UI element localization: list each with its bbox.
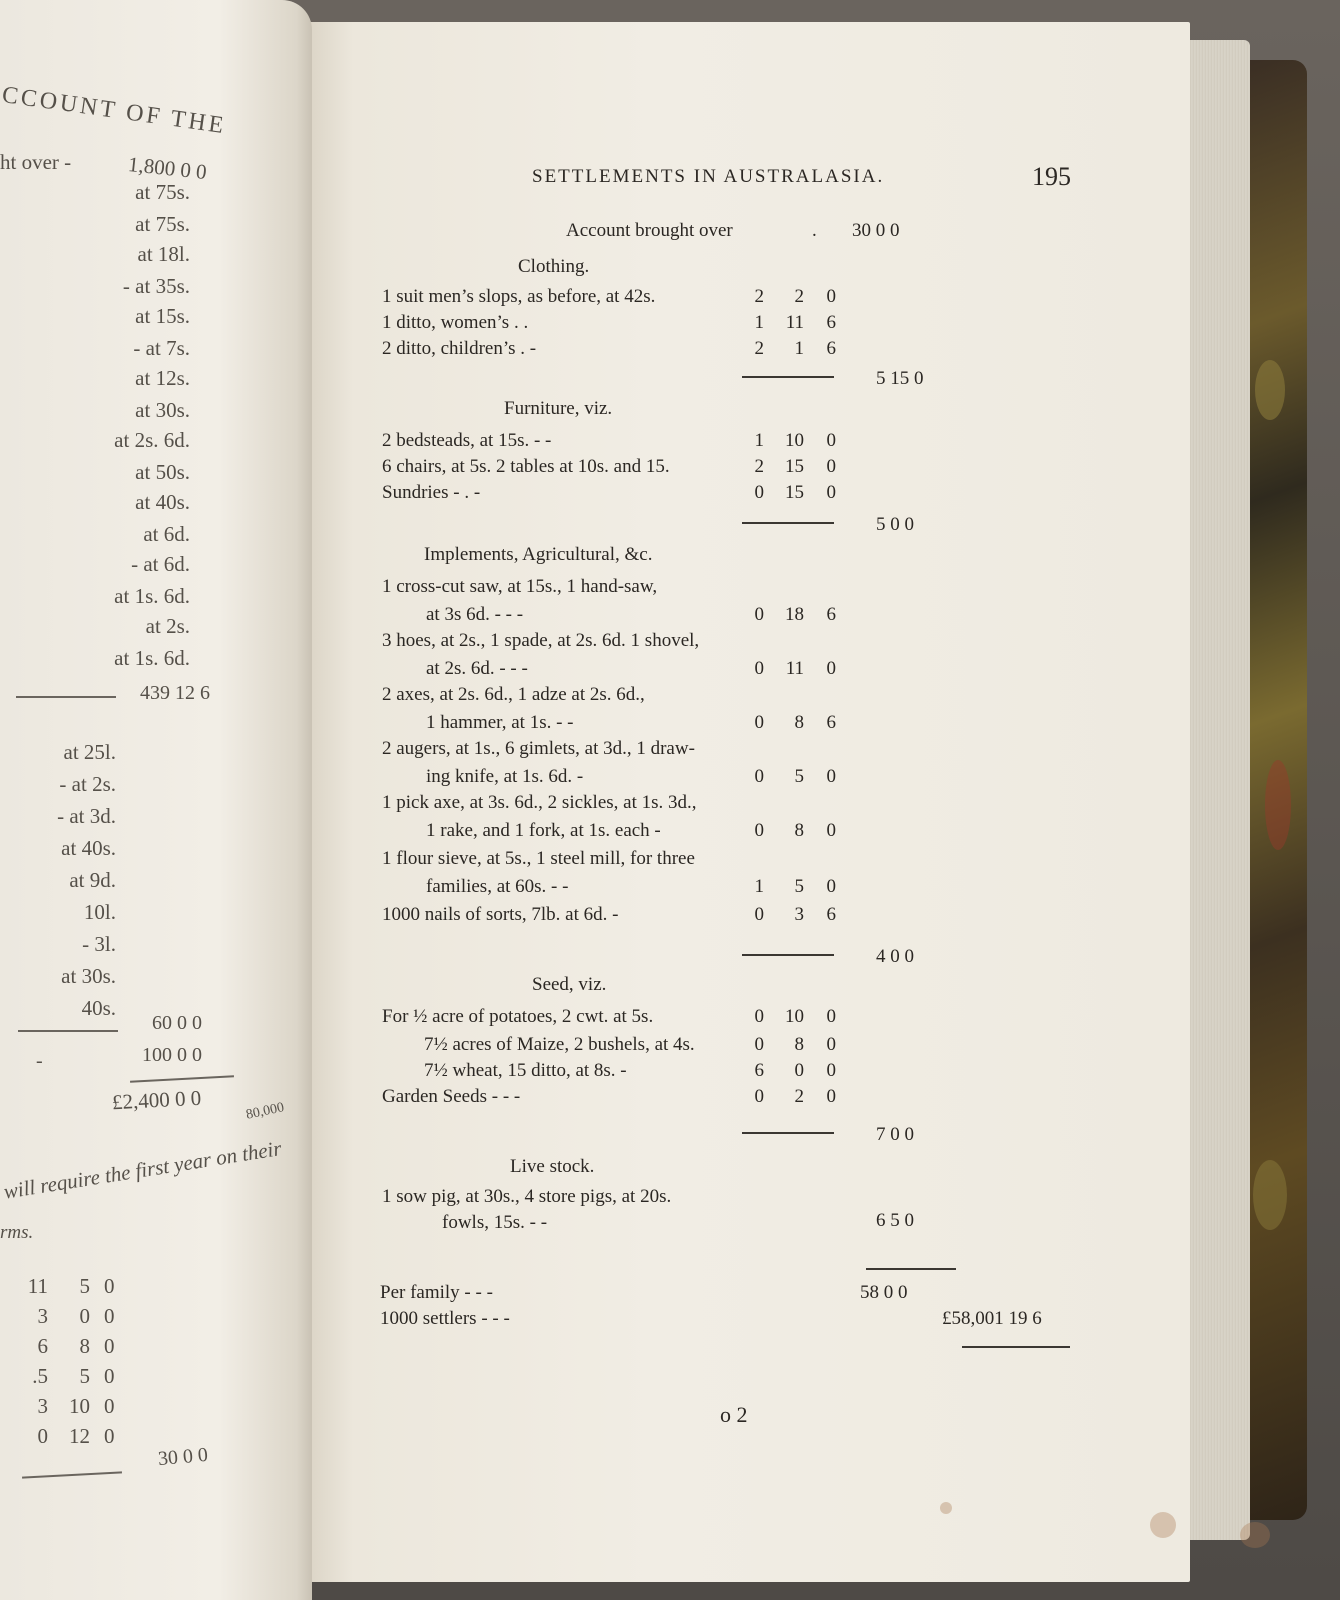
pounds-value: 0 <box>754 604 764 625</box>
pounds-value: 0 <box>754 482 764 503</box>
item-line: 6 chairs, at 5s. 2 tables at 10s. and 15. <box>382 456 670 477</box>
book-cover <box>1245 60 1307 1520</box>
pence-value: 6 <box>826 312 836 333</box>
left-row-c: 0 <box>104 1334 115 1358</box>
item-line: Sundries - . - <box>382 482 481 503</box>
left-rule <box>22 1471 122 1478</box>
item-line: 2 bedsteads, at 15s. - - <box>382 430 552 451</box>
left-rule <box>16 696 116 698</box>
subtotal-rule <box>742 376 834 378</box>
section-title: Seed, viz. <box>532 974 607 995</box>
pounds-value: 0 <box>754 820 764 841</box>
item-line: 2 axes, at 2s. 6d., 1 adze at 2s. 6d., <box>382 684 645 705</box>
shillings-value: 18 <box>785 604 804 625</box>
shillings-value: 1 <box>794 338 804 359</box>
section-total: 6 5 0 <box>876 1210 914 1231</box>
shillings-value: 15 <box>785 456 804 477</box>
left-line: at 30s. <box>61 964 116 988</box>
pounds-value: 1 <box>754 876 764 897</box>
section-total: 4 0 0 <box>876 946 914 967</box>
left-row-b: 5 <box>79 1274 90 1298</box>
pence-value: 0 <box>826 456 836 477</box>
left-line: - at 2s. <box>59 772 116 796</box>
section-title: Implements, Agricultural, &c. <box>424 544 653 565</box>
left-line: at 2s. <box>145 614 190 638</box>
shillings-value: 11 <box>785 312 804 333</box>
left-row-a: 6 <box>37 1334 48 1358</box>
pounds-value: 0 <box>754 766 764 787</box>
signature-mark: o 2 <box>720 1402 748 1427</box>
left-line: at 40s. <box>135 490 190 514</box>
foxing-stain <box>1150 1512 1176 1538</box>
left-line: at 1s. 6d. <box>114 646 190 670</box>
item-line: 2 ditto, children’s . - <box>382 338 537 359</box>
pounds-value: 0 <box>754 1034 764 1055</box>
left-row-b: 5 <box>79 1364 90 1388</box>
left-row-b: 12 <box>69 1424 90 1448</box>
shillings-value: 11 <box>785 658 804 679</box>
foxing-stain <box>940 1502 952 1514</box>
shillings-value: 3 <box>794 904 804 925</box>
pence-value: 0 <box>826 1034 836 1055</box>
item-line: 1 sow pig, at 30s., 4 store pigs, at 20s. <box>382 1186 672 1207</box>
left-side-note: 80,000 <box>244 1100 286 1123</box>
brought-over-amount: 30 0 0 <box>852 220 900 241</box>
left-rule <box>130 1075 234 1082</box>
shillings-value: 0 <box>794 1060 804 1081</box>
shillings-value: 8 <box>794 712 804 733</box>
page-edges <box>1180 40 1250 1540</box>
left-line: at 18l. <box>137 242 190 266</box>
brought-over-dot: . <box>812 220 817 241</box>
per-family-label: Per family - - - <box>380 1282 493 1303</box>
left-row-a: 3 <box>37 1304 48 1328</box>
left-row-c: 0 <box>104 1274 115 1298</box>
subtotal-rule <box>742 522 834 524</box>
left-line: - at 6d. <box>131 552 190 576</box>
pence-value: 6 <box>826 604 836 625</box>
left-amount-30: 30 0 0 <box>157 1443 209 1471</box>
left-line: at 1s. 6d. <box>114 584 190 608</box>
item-line: 7½ acres of Maize, 2 bushels, at 4s. <box>424 1034 695 1055</box>
left-italic-line: will require the first year on their <box>2 1136 284 1204</box>
left-page <box>0 0 312 1600</box>
left-line: - at 3d. <box>57 804 116 828</box>
shillings-value: 10 <box>785 1006 804 1027</box>
item-line: 1 suit men’s slops, as before, at 42s. <box>382 286 656 307</box>
brought-over-label: Account brought over <box>566 220 733 241</box>
section-title: Clothing. <box>518 256 590 277</box>
left-dash: - <box>36 1050 43 1072</box>
shillings-value: 5 <box>794 876 804 897</box>
pounds-value: 6 <box>754 1060 764 1081</box>
left-row-c: 0 <box>104 1394 115 1418</box>
item-line-cont: families, at 60s. - - <box>426 876 569 897</box>
pounds-value: 1 <box>754 312 764 333</box>
pounds-value: 2 <box>754 338 764 359</box>
left-row-a: 3 <box>37 1394 48 1418</box>
item-line-cont: 1 rake, and 1 fork, at 1s. each - <box>426 820 661 841</box>
item-line: 1 pick axe, at 3s. 6d., 2 sickles, at 1s. 3d., <box>382 792 697 813</box>
item-line: 2 augers, at 1s., 6 gimlets, at 3d., 1 draw- <box>382 738 695 759</box>
pounds-value: 1 <box>754 430 764 451</box>
left-subtotal: 439 12 6 <box>140 682 210 704</box>
shillings-value: 15 <box>785 482 804 503</box>
foxing-stain <box>1240 1522 1270 1548</box>
left-amount-100: 100 0 0 <box>142 1044 202 1066</box>
subtotal-rule <box>742 1132 834 1134</box>
left-row-c: 0 <box>104 1304 115 1328</box>
item-line-cont: fowls, 15s. - - <box>442 1212 548 1233</box>
left-row-c: 0 <box>104 1364 115 1388</box>
section-total: 5 15 0 <box>876 368 924 389</box>
pence-value: 0 <box>826 820 836 841</box>
section-title: Live stock. <box>510 1156 595 1177</box>
pence-value: 6 <box>826 712 836 733</box>
left-amount: 1,800 0 0 <box>127 151 208 185</box>
left-line: at 40s. <box>61 836 116 860</box>
shillings-value: 10 <box>785 430 804 451</box>
pounds-value: 0 <box>754 658 764 679</box>
shillings-value: 5 <box>794 766 804 787</box>
left-line: at 2s. 6d. <box>114 428 190 452</box>
pence-value: 0 <box>826 430 836 451</box>
item-line: 1 cross-cut saw, at 15s., 1 hand-saw, <box>382 576 658 597</box>
left-row-b: 10 <box>69 1394 90 1418</box>
pence-value: 0 <box>826 1086 836 1107</box>
left-line: at 6d. <box>143 522 190 546</box>
item-line-cont: at 3s 6d. - - - <box>426 604 524 625</box>
left-line: at 12s. <box>135 366 190 390</box>
total-rule <box>866 1268 956 1270</box>
left-line: at 30s. <box>135 398 190 422</box>
subtotal-rule <box>742 954 834 956</box>
left-heading: CCOUNT OF THE <box>0 82 228 140</box>
left-line: at 75s. <box>135 180 190 204</box>
shillings-value: 8 <box>794 1034 804 1055</box>
left-row-b: 8 <box>79 1334 90 1358</box>
per-family-amount: 58 0 0 <box>860 1282 908 1303</box>
page-number: 195 <box>1032 162 1071 191</box>
pounds-value: 0 <box>754 1086 764 1107</box>
pence-value: 0 <box>826 876 836 897</box>
pounds-value: 2 <box>754 286 764 307</box>
left-line: at 15s. <box>135 304 190 328</box>
shillings-value: 2 <box>794 1086 804 1107</box>
left-total: £2,400 0 0 <box>111 1085 202 1115</box>
settlers-label: 1000 settlers - - - <box>380 1308 510 1329</box>
left-line: at 50s. <box>135 460 190 484</box>
item-line: 3 hoes, at 2s., 1 spade, at 2s. 6d. 1 shovel, <box>382 630 700 651</box>
pence-value: 0 <box>826 1006 836 1027</box>
section-total: 5 0 0 <box>876 514 914 535</box>
left-row-a: 0 <box>37 1424 48 1448</box>
item-line: 1 flour sieve, at 5s., 1 steel mill, for three <box>382 848 695 869</box>
pounds-value: 2 <box>754 456 764 477</box>
section-total: 7 0 0 <box>876 1124 914 1145</box>
pounds-value: 0 <box>754 1006 764 1027</box>
item-line: For ½ acre of potatoes, 2 cwt. at 5s. <box>382 1006 654 1027</box>
left-rule <box>18 1030 118 1032</box>
left-line: 10l. <box>83 900 116 924</box>
left-italic-line-2: rms. <box>0 1222 34 1243</box>
section-title: Furniture, viz. <box>504 398 613 419</box>
left-row-b: 0 <box>79 1304 90 1328</box>
left-line: at 75s. <box>135 212 190 236</box>
left-line: at 9d. <box>69 868 116 892</box>
pence-value: 0 <box>826 286 836 307</box>
grand-total-rule <box>962 1346 1070 1348</box>
left-row-a: 11 <box>27 1274 48 1298</box>
pence-value: 0 <box>826 658 836 679</box>
pounds-value: 0 <box>754 712 764 733</box>
left-line: - 3l. <box>82 932 116 956</box>
item-line: Garden Seeds - - - <box>382 1086 521 1107</box>
pounds-value: 0 <box>754 904 764 925</box>
left-line: ht over - <box>0 150 72 174</box>
left-line: at 25l. <box>63 740 116 764</box>
item-line-cont: ing knife, at 1s. 6d. - <box>426 766 584 787</box>
settlers-amount: £58,001 19 6 <box>942 1308 1042 1329</box>
pence-value: 6 <box>826 904 836 925</box>
pence-value: 0 <box>826 1060 836 1081</box>
item-line: 7½ wheat, 15 ditto, at 8s. - <box>424 1060 627 1081</box>
item-line: 1000 nails of sorts, 7lb. at 6d. - <box>382 904 619 925</box>
left-line: - at 7s. <box>133 336 190 360</box>
shillings-value: 8 <box>794 820 804 841</box>
left-row-c: 0 <box>104 1424 115 1448</box>
running-head: SETTLEMENTS IN AUSTRALASIA. <box>532 166 885 187</box>
pence-value: 0 <box>826 766 836 787</box>
item-line-cont: 1 hammer, at 1s. - - <box>426 712 574 733</box>
pence-value: 0 <box>826 482 836 503</box>
shillings-value: 2 <box>794 286 804 307</box>
item-line-cont: at 2s. 6d. - - - <box>426 658 528 679</box>
left-row-a: .5 <box>32 1364 48 1388</box>
pence-value: 6 <box>826 338 836 359</box>
item-line: 1 ditto, women’s . . <box>382 312 529 333</box>
left-amount-60: 60 0 0 <box>152 1012 202 1034</box>
left-line: - at 35s. <box>122 274 190 298</box>
left-line: 40s. <box>81 996 116 1020</box>
